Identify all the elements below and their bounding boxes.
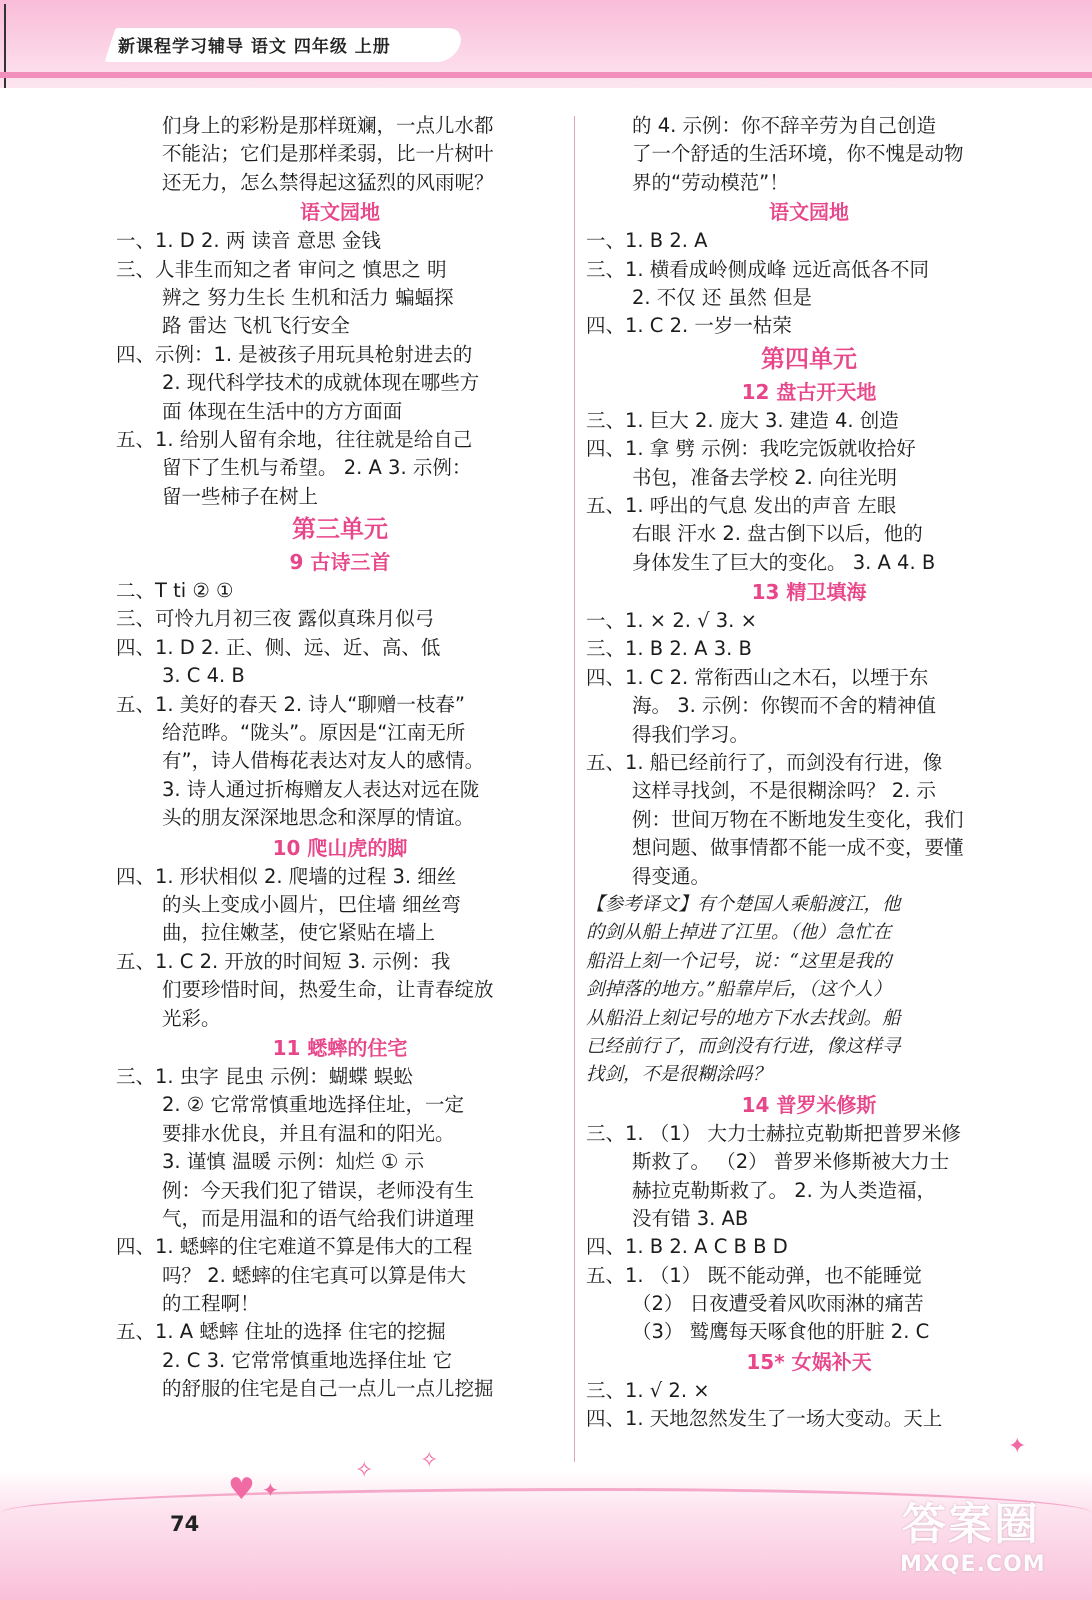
sparkle-decoration-icon: ✦	[1008, 1434, 1027, 1459]
section-heading: 14 普罗米修斯	[741, 1092, 877, 1117]
answer-line: 四、1. 拿 劈 示例：我吃完饭就收拾好	[586, 437, 916, 461]
answer-line: 还无力，怎么禁得起这猛烈的风雨呢？	[162, 170, 494, 194]
answer-line: 们要珍惜时间，热爱生命，让青春绽放	[162, 978, 494, 1002]
answer-line: 四、1. 天地忽然发生了一场大变动。天上	[586, 1407, 943, 1431]
answer-line: 吗？ 2. 蟋蟀的住宅真可以算是伟大	[162, 1263, 467, 1287]
answer-line: 3. C 4. B	[162, 664, 245, 688]
translation-line: 找剑，不是很糊涂吗？	[586, 1064, 772, 1086]
answer-line: 四、1. 蟋蟀的住宅难道不算是伟大的工程	[116, 1235, 473, 1259]
answer-line: 四、1. C 2. 一岁一枯荣	[586, 314, 792, 338]
answer-line: 2. C 3. 它常常慎重地选择住址 它	[162, 1348, 453, 1372]
answer-line: 3. 谨慎 温暖 示例：灿烂 ① 示	[162, 1150, 425, 1174]
star-decoration-icon: ✦	[262, 1478, 279, 1502]
translation-line: 【参考译文】有个楚国人乘船渡江，他	[586, 893, 901, 915]
answer-line: 了一个舒适的生活环境，你不愧是动物	[632, 142, 964, 166]
answer-line: 五、1. （1） 既不能动弹，也不能睡觉	[586, 1263, 922, 1287]
answer-line: 例：世间万物在不断地发生变化，我们	[632, 807, 964, 831]
answer-line: 头的朋友深深地思念和深厚的情谊。	[162, 806, 475, 830]
answer-line: 不能沾；它们是那样柔弱，比一片树叶	[162, 142, 494, 166]
answer-line: 三、1. B 2. A 3. B	[586, 637, 752, 661]
watermark-url: MXQE.COM	[900, 1552, 1046, 1577]
answer-line: 曲，拉住嫩茎，使它紧贴在墙上	[162, 921, 436, 945]
section-heading: 9 古诗三首	[289, 550, 391, 575]
page-number: 74	[170, 1512, 200, 1536]
answer-line: 三、1. （1） 大力士赫拉克勒斯把普罗米修	[586, 1121, 961, 1145]
section-heading: 13 精卫填海	[751, 580, 867, 605]
answer-line: 的舒服的住宅是自己一点儿一点儿挖掘	[162, 1377, 494, 1401]
heart-decoration-icon: ♥	[228, 1472, 255, 1507]
translation-line: 剑掉落的地方。”船靠岸后，（这个人）	[586, 979, 892, 1001]
answer-line: 路 雷达 飞机飞行安全	[162, 314, 350, 338]
answer-line: 一、1. B 2. A	[586, 229, 708, 253]
answer-line: 三、人非生而知之者 审问之 慎思之 明	[116, 257, 447, 281]
section-heading: 语文园地	[769, 200, 849, 225]
section-heading: 10 爬山虎的脚	[272, 835, 408, 860]
answer-line: 2. 不仅 还 虽然 但是	[632, 285, 812, 309]
answer-line: 二、T ti ② ①	[116, 579, 234, 603]
unit-heading: 第四单元	[761, 344, 857, 373]
answer-line: 有”，诗人借梅花表达对友人的感情。	[162, 749, 485, 773]
answer-line: （3） 鹫鹰每天啄食他的肝脏 2. C	[632, 1320, 930, 1344]
answer-line: 气，而是用温和的语气给我们讲道理	[162, 1206, 475, 1230]
header-stripe	[0, 72, 1092, 78]
answer-line: 三、1. 虫字 昆虫 示例：蝴蝶 蜈蚣	[116, 1064, 413, 1088]
answer-line: 身体发生了巨大的变化。 3. A 4. B	[632, 550, 936, 574]
answer-line: 得我们学习。	[632, 722, 750, 746]
answer-line: 三、1. 横看成岭侧成峰 远近高低各不同	[586, 257, 930, 281]
left-column	[116, 112, 564, 1404]
answer-line: 五、1. C 2. 开放的时间短 3. 示例：我	[116, 949, 451, 973]
answer-line: 书包，准备去学校 2. 向往光明	[632, 465, 898, 489]
book-title: 新课程学习辅导 语文 四年级 上册	[118, 37, 391, 57]
answer-line: 五、1. 给别人留有余地，往往就是给自己	[116, 427, 473, 451]
answer-line: 四、1. D 2. 正、侧、远、近、高、低	[116, 635, 441, 659]
answer-line: 五、1. 美好的春天 2. 诗人“聊赠一枝春”	[116, 692, 466, 716]
answer-line: 界的“劳动模范”！	[632, 170, 789, 194]
answer-line: 要排水优良，并且有温和的阳光。	[162, 1121, 455, 1145]
answer-line: 3. 诗人通过折梅赠友人表达对远在陇	[162, 777, 480, 801]
answer-line: 右眼 汗水 2. 盘古倒下以后，他的	[632, 522, 923, 546]
answer-line: （2） 日夜遭受着风吹雨淋的痛苦	[632, 1292, 924, 1316]
translation-line: 从船沿上刻记号的地方下水去找剑。船	[586, 1007, 901, 1029]
answer-line: 一、1. × 2. √ 3. ×	[586, 609, 757, 633]
answer-line: 三、1. √ 2. ×	[586, 1378, 710, 1402]
bird-decoration-icon: ✧	[355, 1458, 374, 1483]
right-column	[586, 112, 1032, 1434]
column-divider	[574, 116, 575, 1462]
answer-line: 三、1. 巨大 2. 庞大 3. 建造 4. 创造	[586, 408, 899, 432]
section-heading: 15* 女娲补天	[746, 1349, 872, 1374]
page-header	[0, 0, 1092, 88]
answer-line: 留下了生机与希望。 2. A 3. 示例：	[162, 456, 472, 480]
answer-line: 五、1. 船已经前行了，而剑没有行进，像	[586, 751, 943, 775]
answer-line: 四、1. B 2. A C B B D	[586, 1235, 788, 1259]
answer-line: 光彩。	[162, 1006, 221, 1030]
answer-line: 的工程啊！	[162, 1292, 260, 1316]
answer-line: 五、1. A 蟋蟀 住址的选择 住宅的挖掘	[116, 1320, 446, 1344]
translation-line: 的剑从船上掉进了江里。（他）急忙在	[586, 922, 892, 944]
answer-line: 2. 现代科学技术的成就体现在哪些方	[162, 371, 480, 395]
answer-line: 给范晔。“陇头”。原因是“江南无所	[162, 721, 466, 745]
section-heading: 12 盘古开天地	[741, 379, 877, 404]
answer-line: 斯救了。 （2） 普罗米修斯被大力士	[632, 1150, 950, 1174]
watermark-logo: 答案圈	[902, 1499, 1040, 1550]
answer-line: 辨之 努力生长 生机和活力 蝙蝠探	[162, 285, 454, 309]
answer-line: 四、1. C 2. 常衔西山之木石，以堙于东	[586, 665, 929, 689]
answer-line: 得变通。	[632, 864, 711, 888]
answer-line: 四、1. 形状相似 2. 爬墙的过程 3. 细丝	[116, 864, 457, 888]
answer-line: 的 4. 示例：你不辞辛劳为自己创造	[632, 114, 937, 137]
answer-line: 的头上变成小圆片，巴住墙 细丝弯	[162, 892, 461, 916]
answer-line: 五、1. 呼出的气息 发出的声音 左眼	[586, 493, 897, 517]
sparkle-decoration-icon: ✧	[420, 1448, 439, 1473]
answer-line: 想问题、做事情都不能一成不变，要懂	[632, 836, 964, 860]
unit-heading: 第三单元	[292, 515, 388, 544]
answer-line: 面 体现在生活中的方方面面	[162, 399, 403, 423]
translation-line: 船沿上刻一个记号，说：“这里是我的	[586, 950, 892, 972]
section-heading: 语文园地	[300, 200, 380, 225]
answer-line: 没有错 3. AB	[632, 1206, 749, 1230]
answer-line: 留一些柿子在树上	[162, 484, 319, 508]
translation-line: 已经前行了，而剑没有行进，像这样寻	[586, 1035, 901, 1057]
answer-line: 2. ② 它常常慎重地选择住址，一定	[162, 1093, 464, 1117]
answer-line: 们身上的彩粉是那样斑斓，一点儿水都	[162, 114, 494, 137]
answer-line: 三、可怜九月初三夜 露似真珠月似弓	[116, 607, 435, 631]
answer-line: 一、1. D 2. 两 读音 意思 金钱	[116, 229, 381, 253]
answer-line: 四、示例：1. 是被孩子用玩具枪射进去的	[116, 342, 473, 366]
section-heading: 11 蟋蟀的住宅	[272, 1035, 408, 1060]
answer-line: 例：今天我们犯了错误，老师没有生	[162, 1178, 475, 1202]
answer-line: 这样寻找剑，不是很糊涂吗？ 2. 示	[632, 779, 937, 803]
answer-line: 海。 3. 示例：你锲而不舍的精神值	[632, 694, 937, 718]
answer-line: 赫拉克勒斯救了。 2. 为人类造福，	[632, 1178, 937, 1202]
